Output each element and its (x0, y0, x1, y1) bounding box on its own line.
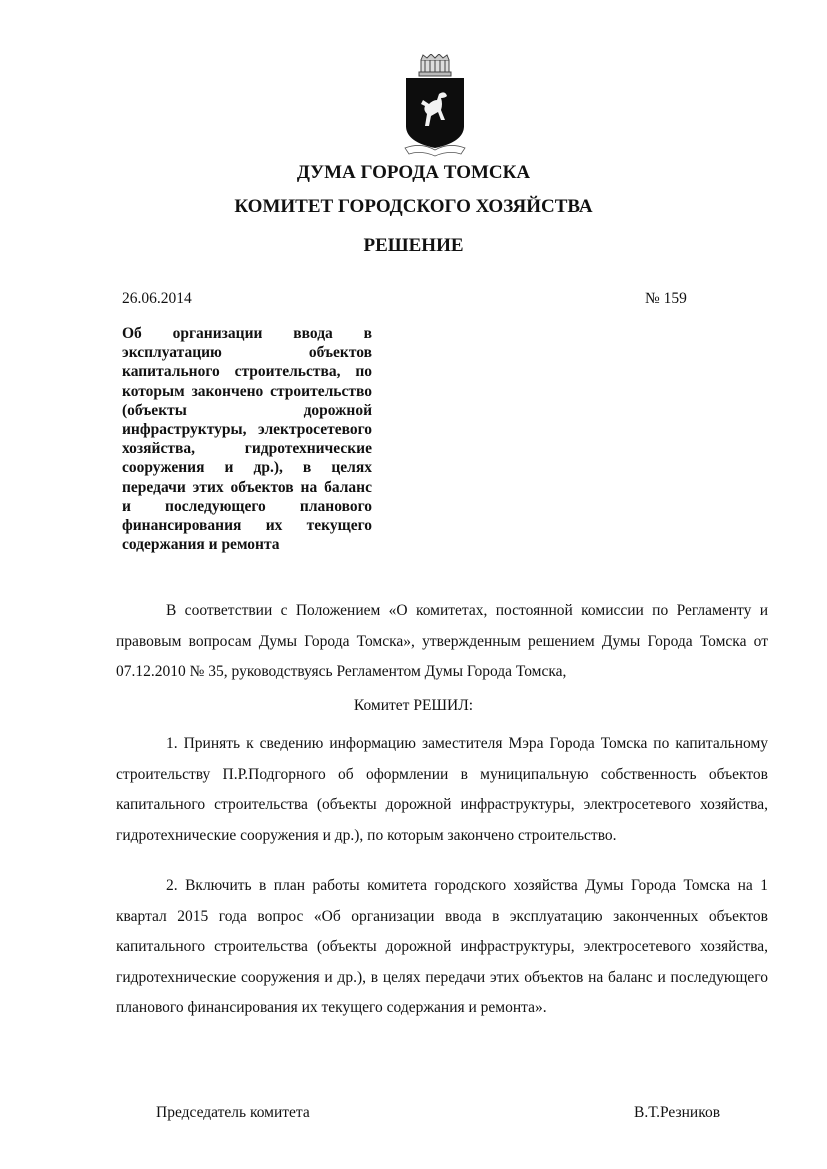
intro-paragraph (116, 596, 768, 688)
document-number: № 159 (645, 290, 687, 307)
resolution-item-2 (116, 871, 768, 1024)
document-date: 26.06.2014 (122, 290, 192, 307)
intro-text: В соответствии с Положением «О комитетах, постоянной комиссии по Регламенту и правовым вопросам Думы Города Томска», утвержденным решением Думы Города Томска от 07.12.2010 № 35, руководствуясь Регламентом Думы Города Томска, (116, 602, 768, 681)
resolution-item-1 (116, 729, 768, 851)
signatory-position: Председатель комитета (156, 1104, 310, 1121)
resolved-heading: Комитет РЕШИЛ: (353, 697, 474, 714)
organization-title: ДУМА ГОРОДА ТОМСКА (296, 162, 531, 183)
resolution-item-text: 1. Принять к сведению информацию заместителя Мэра Города Томска по капитальному строительству П.Р.Подгорного об оформлении в муниципальную собственность объектов капитального строительства (объекты дорожной инфраструктуры, электросетевого хозяйства, гидротехнические сооружения и др.), по которым закончено строительство. (116, 735, 768, 844)
resolution-item-text: 2. Включить в план работы комитета городского хозяйства Думы Города Томска на 1 квартал 2015 года вопрос «Об организации ввода в эксплуатацию законченных объектов капитального строительства (объекты дорожной инфраструктуры, электросетевого хозяйства, гидротехнические сооружения и др.), в целях передачи этих объектов на баланс и последующего планового финансирования их текущего содержания и ремонта». (116, 877, 768, 1017)
signatory-name: В.Т.Резников (634, 1104, 721, 1121)
tomsk-coat-of-arms-icon (401, 54, 469, 158)
document-subject: Об организации ввода в эксплуатацию объектов капитального строительства, по которым закончено строительство (объекты дорожной инфраструктуры, электросетевого хозяйства, гидротехнические сооружения и др.), в целях передачи этих объектов на баланс и последующего планового финансирования их текущего содержания и ремонта (122, 325, 372, 554)
document-type: РЕШЕНИЕ (363, 235, 464, 256)
committee-title: КОМИТЕТ ГОРОДСКОГО ХОЗЯЙСТВА (234, 196, 593, 217)
